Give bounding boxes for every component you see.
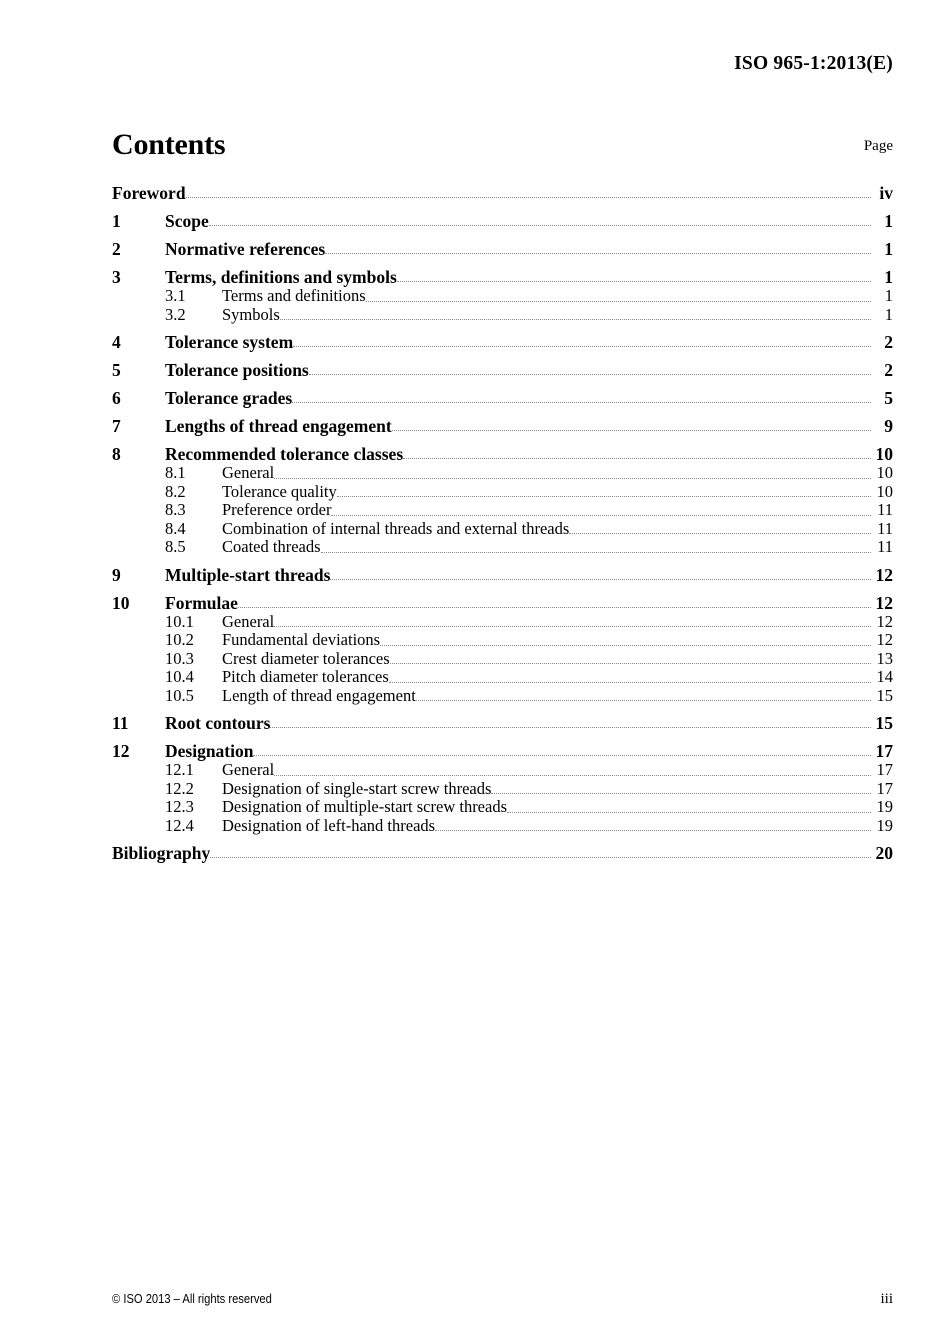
toc-dot-leader [293, 345, 871, 347]
toc-entry-number: 10.3 [165, 648, 194, 668]
toc-dot-leader [330, 578, 871, 580]
toc-dot-leader [337, 495, 871, 497]
toc-entry-label: Tolerance quality [222, 481, 337, 501]
toc-entry-page-number: 17 [876, 778, 893, 798]
toc-entry[interactable] [112, 184, 893, 203]
toc-entry[interactable] [112, 389, 893, 408]
toc-entry-page-number: 15 [876, 685, 893, 705]
toc-entry-label: Coated threads [222, 537, 321, 556]
toc-entry[interactable] [112, 445, 893, 464]
toc-dot-leader [507, 811, 871, 813]
toc-dot-leader [280, 318, 871, 320]
toc-entry[interactable] [112, 306, 893, 325]
table-of-contents [112, 184, 893, 863]
toc-entry-label: Symbols [222, 304, 280, 324]
toc-entry[interactable] [112, 817, 893, 836]
toc-entry-page-number: 12 [876, 611, 893, 631]
toc-entry-page-number: 1 [884, 239, 893, 259]
toc-entry-label: Foreword [112, 183, 186, 203]
toc-entry[interactable] [112, 417, 893, 436]
toc-entry-number: 9 [112, 564, 121, 585]
toc-entry-number: 12.1 [165, 760, 194, 779]
toc-entry-label: Tolerance system [165, 332, 294, 352]
toc-entry-label: Designation of left-hand threads [222, 815, 436, 835]
toc-dot-leader [331, 514, 871, 516]
toc-entry-number: 10.2 [165, 630, 194, 649]
toc-entry-number: 2 [112, 239, 121, 259]
toc-entry-number: 12.3 [165, 797, 194, 816]
toc-dot-leader [210, 856, 871, 858]
toc-entry-number: 3 [112, 267, 121, 287]
toc-dot-leader [380, 644, 871, 646]
toc-entry-page-number: 19 [876, 815, 893, 835]
toc-entry-label: Designation [165, 741, 254, 761]
page-footer [112, 1291, 893, 1308]
toc-entry[interactable] [112, 501, 893, 520]
toc-dot-leader [274, 774, 871, 776]
toc-dot-leader [270, 726, 871, 728]
toc-entry-number: 8.4 [165, 518, 186, 538]
toc-entry-label: Designation of single-start screw threads [222, 778, 492, 798]
toc-entry-label: Formulae [165, 592, 238, 613]
toc-entry-page-number: 19 [876, 797, 893, 816]
toc-entry[interactable] [112, 287, 893, 306]
toc-entry-number: 11 [112, 713, 129, 733]
toc-entry-page-number: 12 [876, 630, 893, 649]
toc-entry-label: Normative references [165, 239, 326, 259]
toc-entry-number: 3.1 [165, 286, 186, 305]
toc-entry-label: General [222, 611, 275, 631]
toc-dot-leader [390, 662, 871, 664]
toc-entry-number: 10 [112, 592, 130, 613]
toc-entry-number: 10.5 [165, 685, 194, 705]
toc-entry-number: 5 [112, 360, 121, 380]
page-title: Contents [112, 128, 226, 161]
toc-entry-label: Lengths of thread engagement [165, 416, 392, 436]
toc-dot-leader [389, 681, 871, 683]
toc-entry-number: 3.2 [165, 304, 186, 324]
toc-dot-leader [491, 792, 871, 794]
toc-entry[interactable] [112, 483, 893, 502]
toc-dot-leader [186, 196, 871, 198]
toc-dot-leader [238, 606, 871, 608]
toc-entry-label: Root contours [165, 713, 271, 733]
toc-entry[interactable] [112, 687, 893, 706]
toc-entry-page-number: 10 [876, 481, 893, 501]
toc-entry-number: 10.4 [165, 667, 194, 686]
toc-entry-page-number: 5 [884, 388, 893, 408]
page-folio: iii [880, 1291, 893, 1307]
toc-entry[interactable] [112, 464, 893, 483]
toc-dot-leader [392, 429, 871, 431]
toc-entry-page-number: 11 [877, 518, 893, 538]
toc-entry-number: 10.1 [165, 611, 194, 631]
copyright-notice: © ISO 2013 – All rights reserved [112, 1291, 272, 1306]
toc-dot-leader [397, 280, 871, 282]
toc-entry-label: Length of thread engagement [222, 685, 416, 705]
toc-entry[interactable] [112, 594, 893, 613]
toc-dot-leader [274, 477, 871, 479]
toc-entry[interactable] [112, 780, 893, 799]
toc-entry-label: Bibliography [112, 843, 211, 863]
toc-entry-label: General [222, 463, 275, 482]
toc-entry-number: 8.2 [165, 481, 186, 501]
toc-entry-page-number: 17 [875, 741, 893, 761]
toc-entry-label: Pitch diameter tolerances [222, 667, 389, 686]
toc-entry-number: 6 [112, 388, 121, 408]
toc-entry-label: Combination of internal threads and external threads [222, 518, 570, 538]
toc-entry[interactable] [112, 714, 893, 733]
toc-entry-number: 8 [112, 444, 121, 464]
toc-entry-page-number: 1 [884, 267, 893, 287]
document-header-standard-ref: ISO 965-1:2013(E) [734, 53, 893, 74]
toc-entry-label: Terms and definitions [222, 286, 366, 305]
toc-entry-page-number: 12 [875, 592, 893, 613]
toc-entry[interactable] [112, 520, 893, 539]
toc-dot-leader [569, 532, 871, 534]
toc-entry[interactable] [112, 742, 893, 761]
toc-entry-page-number: 1 [884, 211, 893, 231]
toc-entry-page-number: 1 [884, 304, 893, 324]
toc-entry[interactable] [112, 268, 893, 287]
toc-entry[interactable] [112, 798, 893, 817]
toc-entry-page-number: 1 [884, 286, 893, 305]
toc-dot-leader [321, 551, 871, 553]
page-column-label: Page [863, 138, 893, 154]
toc-entry-label: Recommended tolerance classes [165, 444, 404, 464]
toc-entry-number: 8.1 [165, 463, 186, 482]
toc-entry[interactable] [112, 668, 893, 687]
toc-entry-page-number: 11 [877, 500, 893, 519]
toc-entry[interactable] [112, 333, 893, 352]
toc-entry-page-number: 2 [884, 360, 893, 380]
toc-dot-leader [309, 373, 871, 375]
toc-entry-page-number: 13 [876, 648, 893, 668]
toc-dot-leader [403, 457, 871, 459]
toc-entry-number: 4 [112, 332, 121, 352]
toc-entry[interactable] [112, 212, 893, 231]
toc-entry-number: 12.2 [165, 778, 194, 798]
toc-entry-number: 8.5 [165, 537, 186, 556]
toc-entry-page-number: 9 [884, 416, 893, 436]
toc-entry[interactable] [112, 650, 893, 669]
toc-entry-page-number: 17 [876, 760, 893, 779]
toc-entry-label: Tolerance grades [165, 388, 293, 408]
toc-entry-number: 12.4 [165, 815, 194, 835]
toc-entry-number: 1 [112, 211, 121, 231]
toc-dot-leader [435, 829, 871, 831]
toc-entry-label: Crest diameter tolerances [222, 648, 390, 668]
toc-entry-label: Fundamental deviations [222, 630, 381, 649]
toc-dot-leader [416, 699, 871, 701]
toc-entry[interactable] [112, 613, 893, 632]
toc-entry[interactable] [112, 566, 893, 585]
toc-entry-page-number: 10 [876, 463, 893, 482]
toc-entry-number: 12 [112, 741, 130, 761]
toc-entry-page-number: 14 [876, 667, 893, 686]
toc-dot-leader [274, 625, 871, 627]
toc-entry-label: General [222, 760, 275, 779]
toc-entry-label: Designation of multiple-start screw threads [222, 797, 508, 816]
toc-entry-label: Terms, definitions and symbols [165, 267, 397, 287]
toc-entry-page-number: 15 [875, 713, 893, 733]
toc-entry-label: Tolerance positions [165, 360, 309, 380]
toc-entry[interactable] [112, 761, 893, 780]
toc-entry-page-number: 12 [875, 564, 893, 585]
toc-dot-leader [292, 401, 871, 403]
contents-title-row [112, 128, 893, 162]
toc-entry-number: 8.3 [165, 500, 186, 519]
toc-entry-label: Preference order [222, 500, 332, 519]
toc-entry[interactable] [112, 631, 893, 650]
toc-dot-leader [366, 300, 871, 302]
toc-entry-page-number: 10 [875, 444, 893, 464]
toc-entry[interactable] [112, 361, 893, 380]
toc-entry-page-number: 2 [884, 332, 893, 352]
toc-entry[interactable] [112, 844, 893, 863]
toc-entry-page-number: iv [879, 183, 893, 203]
toc-dot-leader [325, 252, 871, 254]
toc-dot-leader [253, 754, 871, 756]
toc-entry[interactable] [112, 538, 893, 557]
toc-entry-number: 7 [112, 416, 121, 436]
toc-dot-leader [209, 224, 871, 226]
toc-entry[interactable] [112, 240, 893, 259]
toc-entry-page-number: 20 [875, 843, 893, 863]
toc-entry-label: Multiple-start threads [165, 564, 331, 585]
toc-entry-label: Scope [165, 211, 209, 231]
toc-entry-page-number: 11 [877, 537, 893, 556]
